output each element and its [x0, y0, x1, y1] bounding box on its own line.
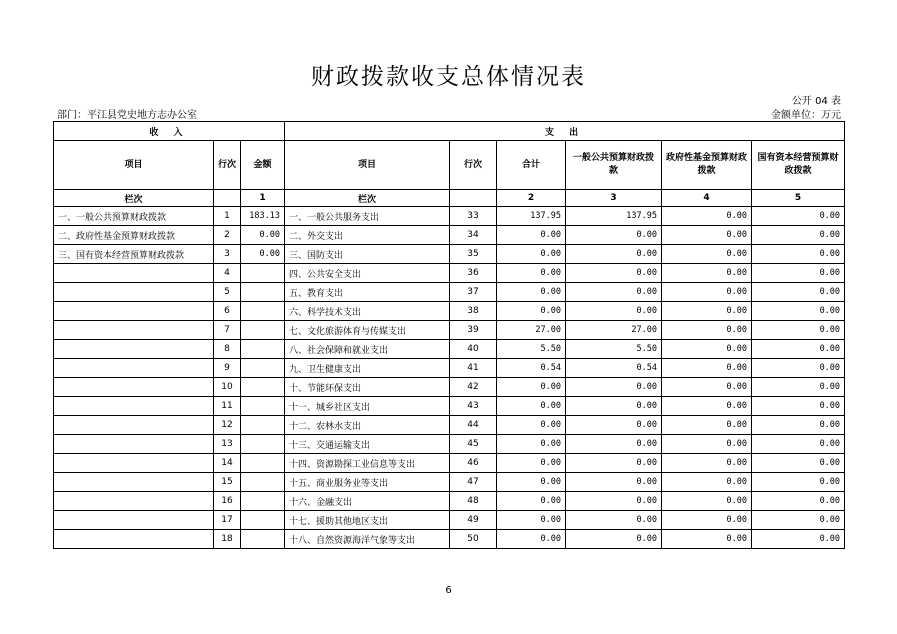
income-amount-cell	[241, 359, 285, 378]
income-item-cell	[54, 283, 214, 302]
gov-fund-cell: 0.00	[662, 359, 752, 378]
expense-item-cell: 十七、援助其他地区支出	[285, 511, 450, 530]
gov-fund-cell: 0.00	[662, 321, 752, 340]
table-row	[54, 416, 845, 435]
table-row	[54, 245, 845, 264]
expense-item-cell: 九、卫生健康支出	[285, 359, 450, 378]
table-row	[54, 283, 845, 302]
income-amount-cell	[241, 378, 285, 397]
expense-line-cell: 37	[450, 283, 497, 302]
income-line-cell: 16	[214, 492, 241, 511]
general-budget-cell: 27.00	[566, 321, 662, 340]
table-row	[54, 264, 845, 283]
general-budget-cell: 5.50	[566, 340, 662, 359]
income-amount-cell	[241, 473, 285, 492]
income-line-cell: 6	[214, 302, 241, 321]
income-amount-cell	[241, 454, 285, 473]
gov-fund-cell: 0.00	[662, 245, 752, 264]
general-budget-cell: 0.00	[566, 397, 662, 416]
gov-fund-cell: 0.00	[662, 416, 752, 435]
expense-line-cell: 38	[450, 302, 497, 321]
income-line-cell: 5	[214, 283, 241, 302]
col-number-2: 2	[497, 190, 566, 207]
state-capital-cell: 0.00	[752, 492, 845, 511]
expense-line-cell: 48	[450, 492, 497, 511]
expense-item-cell: 十八、自然资源海洋气象等支出	[285, 530, 450, 549]
income-line-cell: 9	[214, 359, 241, 378]
income-line-cell: 11	[214, 397, 241, 416]
general-budget-cell: 0.00	[566, 435, 662, 454]
gov-fund-cell: 0.00	[662, 340, 752, 359]
total-cell: 0.00	[497, 473, 566, 492]
income-amount-header: 金额	[241, 141, 285, 190]
expense-item-cell: 七、文化旅游体育与传媒支出	[285, 321, 450, 340]
total-cell: 0.00	[497, 435, 566, 454]
income-line-cell: 1	[214, 207, 241, 226]
header-row-columns	[54, 141, 845, 190]
income-line-cell: 18	[214, 530, 241, 549]
gov-fund-cell: 0.00	[662, 473, 752, 492]
expense-line-cell: 39	[450, 321, 497, 340]
income-amount-cell	[241, 283, 285, 302]
income-lanci-label: 栏次	[54, 190, 214, 207]
table-row	[54, 321, 845, 340]
general-budget-cell: 0.00	[566, 378, 662, 397]
income-line-cell: 10	[214, 378, 241, 397]
header-row-sections	[54, 122, 845, 141]
income-line-cell: 4	[214, 264, 241, 283]
expense-item-cell: 十四、资源勘探工业信息等支出	[285, 454, 450, 473]
table-row	[54, 435, 845, 454]
general-budget-cell: 0.00	[566, 492, 662, 511]
income-amount-cell: 183.13	[241, 207, 285, 226]
income-amount-cell: 0.00	[241, 245, 285, 264]
expense-line-cell: 36	[450, 264, 497, 283]
income-line-cell: 2	[214, 226, 241, 245]
expense-item-cell: 十三、交通运输支出	[285, 435, 450, 454]
expense-item-cell: 十、节能环保支出	[285, 378, 450, 397]
general-budget-cell: 0.00	[566, 454, 662, 473]
income-amount-cell	[241, 435, 285, 454]
table-row	[54, 378, 845, 397]
total-cell: 0.00	[497, 511, 566, 530]
income-item-cell: 二、政府性基金预算财政拨款	[54, 226, 214, 245]
table-row	[54, 302, 845, 321]
income-item-cell	[54, 359, 214, 378]
gov-fund-cell: 0.00	[662, 492, 752, 511]
income-item-cell	[54, 321, 214, 340]
gov-fund-cell: 0.00	[662, 302, 752, 321]
income-item-cell	[54, 397, 214, 416]
total-header: 合计	[497, 141, 566, 190]
expense-item-cell: 十五、商业服务业等支出	[285, 473, 450, 492]
gov-fund-cell: 0.00	[662, 283, 752, 302]
gov-fund-header: 政府性基金预算财政拨款	[662, 141, 752, 190]
expense-line-header: 行次	[450, 141, 497, 190]
general-budget-cell: 0.00	[566, 245, 662, 264]
income-line-cell: 7	[214, 321, 241, 340]
state-capital-cell: 0.00	[752, 511, 845, 530]
income-amount-cell	[241, 302, 285, 321]
state-capital-cell: 0.00	[752, 397, 845, 416]
income-line-cell: 8	[214, 340, 241, 359]
general-budget-cell: 0.00	[566, 511, 662, 530]
income-amount-cell	[241, 416, 285, 435]
income-item-cell	[54, 378, 214, 397]
expense-lanci-blank	[450, 190, 497, 207]
gov-fund-cell: 0.00	[662, 264, 752, 283]
gov-fund-cell: 0.00	[662, 378, 752, 397]
income-amount-cell	[241, 321, 285, 340]
total-cell: 0.00	[497, 264, 566, 283]
gov-fund-cell: 0.00	[662, 511, 752, 530]
income-amount-cell	[241, 530, 285, 549]
table-row	[54, 340, 845, 359]
gov-fund-cell: 0.00	[662, 397, 752, 416]
expense-item-cell: 十一、城乡社区支出	[285, 397, 450, 416]
table-row	[54, 473, 845, 492]
department-label: 部门：平江县党史地方志办公室	[57, 110, 197, 121]
state-capital-cell: 0.00	[752, 473, 845, 492]
income-item-cell	[54, 473, 214, 492]
gov-fund-cell: 0.00	[662, 435, 752, 454]
expense-item-cell: 五、教育支出	[285, 283, 450, 302]
income-item-cell	[54, 340, 214, 359]
total-cell: 0.00	[497, 397, 566, 416]
total-cell: 0.00	[497, 378, 566, 397]
expense-item-cell: 四、公共安全支出	[285, 264, 450, 283]
general-budget-cell: 0.00	[566, 473, 662, 492]
income-amount-cell	[241, 492, 285, 511]
general-budget-cell: 0.54	[566, 359, 662, 378]
income-amount-cell	[241, 264, 285, 283]
general-budget-cell: 0.00	[566, 283, 662, 302]
expense-item-cell: 十二、农林水支出	[285, 416, 450, 435]
expense-item-header: 项目	[285, 141, 450, 190]
total-cell: 0.00	[497, 530, 566, 549]
fiscal-summary-table	[53, 121, 845, 549]
income-item-cell: 三、国有资本经营预算财政拨款	[54, 245, 214, 264]
total-cell: 0.00	[497, 302, 566, 321]
expense-line-cell: 33	[450, 207, 497, 226]
expense-lanci-label: 栏次	[285, 190, 450, 207]
state-capital-cell: 0.00	[752, 530, 845, 549]
expense-item-cell: 六、科学技术支出	[285, 302, 450, 321]
expense-header: 支 出	[285, 122, 845, 141]
income-item-cell	[54, 454, 214, 473]
income-line-header: 行次	[214, 141, 241, 190]
gov-fund-cell: 0.00	[662, 226, 752, 245]
expense-item-cell: 一、一般公共服务支出	[285, 207, 450, 226]
state-capital-cell: 0.00	[752, 302, 845, 321]
gov-fund-cell: 0.00	[662, 207, 752, 226]
header-row-column-numbers	[54, 190, 845, 207]
table-row	[54, 454, 845, 473]
expense-item-cell: 二、外交支出	[285, 226, 450, 245]
expense-item-cell: 三、国防支出	[285, 245, 450, 264]
income-amount-cell	[241, 397, 285, 416]
state-capital-cell: 0.00	[752, 435, 845, 454]
state-capital-cell: 0.00	[752, 207, 845, 226]
expense-item-cell: 十六、金融支出	[285, 492, 450, 511]
expense-item-cell: 八、社会保障和就业支出	[285, 340, 450, 359]
income-item-cell	[54, 435, 214, 454]
expense-line-cell: 44	[450, 416, 497, 435]
state-capital-cell: 0.00	[752, 378, 845, 397]
gov-fund-cell: 0.00	[662, 530, 752, 549]
table-row	[54, 397, 845, 416]
total-cell: 137.95	[497, 207, 566, 226]
income-line-cell: 17	[214, 511, 241, 530]
gov-fund-cell: 0.00	[662, 454, 752, 473]
expense-line-cell: 43	[450, 397, 497, 416]
page-number: 6	[445, 585, 452, 596]
income-item-cell	[54, 511, 214, 530]
expense-line-cell: 41	[450, 359, 497, 378]
state-capital-header: 国有资本经营预算财政拨款	[752, 141, 845, 190]
table-row	[54, 530, 845, 549]
income-line-cell: 13	[214, 435, 241, 454]
total-cell: 0.00	[497, 283, 566, 302]
total-cell: 5.50	[497, 340, 566, 359]
state-capital-cell: 0.00	[752, 359, 845, 378]
table-row	[54, 359, 845, 378]
income-item-cell	[54, 302, 214, 321]
income-header: 收 入	[54, 122, 285, 141]
form-number: 公开 04 表	[791, 96, 841, 107]
income-amount-cell	[241, 511, 285, 530]
income-amount-cell: 0.00	[241, 226, 285, 245]
general-budget-cell: 0.00	[566, 226, 662, 245]
state-capital-cell: 0.00	[752, 264, 845, 283]
state-capital-cell: 0.00	[752, 321, 845, 340]
total-cell: 0.00	[497, 226, 566, 245]
expense-line-cell: 34	[450, 226, 497, 245]
expense-line-cell: 50	[450, 530, 497, 549]
amount-unit-label: 金额单位：万元	[771, 110, 841, 121]
col-number-1: 1	[241, 190, 285, 207]
expense-line-cell: 46	[450, 454, 497, 473]
state-capital-cell: 0.00	[752, 454, 845, 473]
income-line-cell: 14	[214, 454, 241, 473]
state-capital-cell: 0.00	[752, 416, 845, 435]
income-item-header: 项目	[54, 141, 214, 190]
state-capital-cell: 0.00	[752, 226, 845, 245]
income-item-cell	[54, 492, 214, 511]
state-capital-cell: 0.00	[752, 245, 845, 264]
table-row	[54, 226, 845, 245]
general-budget-cell: 0.00	[566, 264, 662, 283]
income-line-cell: 15	[214, 473, 241, 492]
page-title: 财政拨款收支总体情况表	[311, 64, 586, 90]
expense-line-cell: 49	[450, 511, 497, 530]
income-item-cell	[54, 264, 214, 283]
income-line-cell: 12	[214, 416, 241, 435]
income-line-cell: 3	[214, 245, 241, 264]
col-number-3: 3	[566, 190, 662, 207]
general-budget-cell: 137.95	[566, 207, 662, 226]
total-cell: 0.00	[497, 454, 566, 473]
expense-line-cell: 40	[450, 340, 497, 359]
income-item-cell: 一、一般公共预算财政拨款	[54, 207, 214, 226]
general-budget-cell: 0.00	[566, 416, 662, 435]
income-amount-cell	[241, 340, 285, 359]
income-lanci-blank	[214, 190, 241, 207]
table-row	[54, 207, 845, 226]
total-cell: 0.00	[497, 416, 566, 435]
expense-line-cell: 45	[450, 435, 497, 454]
total-cell: 27.00	[497, 321, 566, 340]
table-row	[54, 511, 845, 530]
expense-line-cell: 35	[450, 245, 497, 264]
col-number-4: 4	[662, 190, 752, 207]
table-row	[54, 492, 845, 511]
general-budget-cell: 0.00	[566, 530, 662, 549]
income-item-cell	[54, 530, 214, 549]
total-cell: 0.54	[497, 359, 566, 378]
expense-line-cell: 47	[450, 473, 497, 492]
col-number-5: 5	[752, 190, 845, 207]
general-budget-header: 一般公共预算财政拨款	[566, 141, 662, 190]
general-budget-cell: 0.00	[566, 302, 662, 321]
state-capital-cell: 0.00	[752, 283, 845, 302]
total-cell: 0.00	[497, 492, 566, 511]
expense-line-cell: 42	[450, 378, 497, 397]
state-capital-cell: 0.00	[752, 340, 845, 359]
income-item-cell	[54, 416, 214, 435]
total-cell: 0.00	[497, 245, 566, 264]
